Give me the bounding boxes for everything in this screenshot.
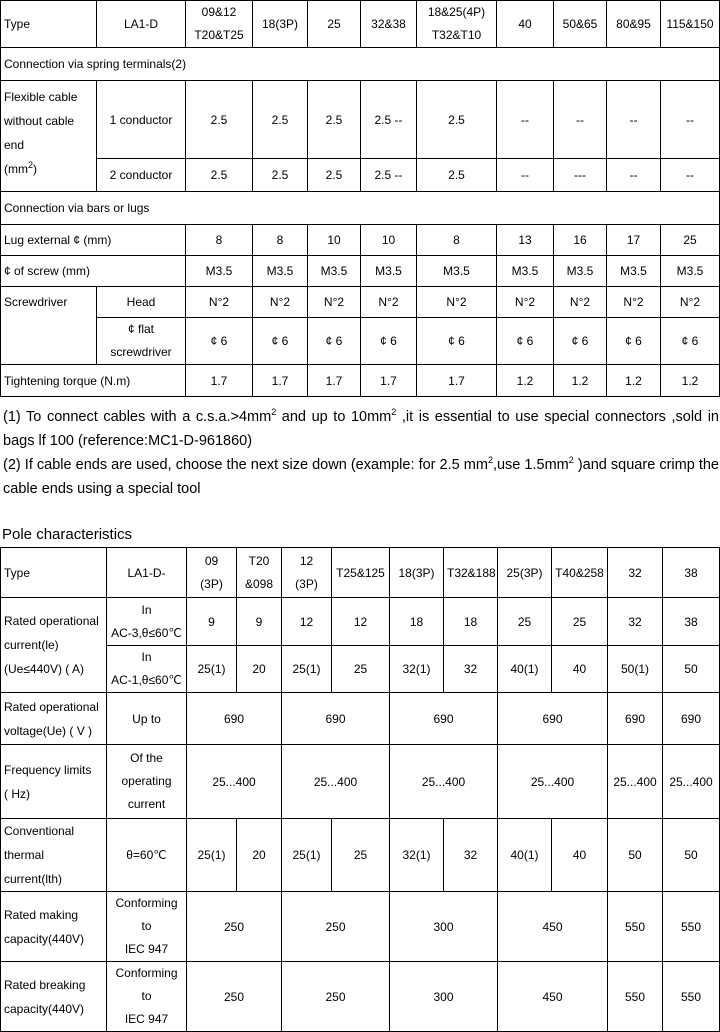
cell: -- (607, 81, 661, 159)
cell: 690 (498, 693, 608, 745)
cell: -- (661, 81, 720, 159)
cell: N°2 (361, 287, 417, 318)
table-row (1, 598, 720, 646)
cell: 25...400 (498, 745, 608, 819)
cell: 1.7 (186, 365, 253, 397)
cell: ¢ 6 (417, 318, 497, 365)
lug-label: Lug external ¢ (mm) (1, 225, 186, 256)
cell: 40 (552, 646, 608, 693)
section-bars: Connection via bars or lugs (1, 192, 720, 225)
col-header: 18(3P) (253, 1, 308, 48)
cell: 38 (663, 598, 720, 646)
cell: 17 (607, 225, 661, 256)
cell: 25(1) (282, 819, 332, 892)
cell: 8 (186, 225, 253, 256)
cell: 250 (187, 892, 282, 962)
cell: 1.2 (497, 365, 554, 397)
cell: 550 (663, 892, 720, 962)
cell: 1.7 (417, 365, 497, 397)
cell: 250 (187, 962, 282, 1032)
cell: 690 (390, 693, 498, 745)
cell: N°2 (497, 287, 554, 318)
ac1-label: In AC-1,θ≤60℃ (107, 646, 187, 693)
model-label: LA1-D- (107, 548, 187, 598)
section-title: Pole characteristics (2, 526, 133, 543)
cell: 690 (282, 693, 390, 745)
cell: 550 (608, 892, 663, 962)
cell: N°2 (186, 287, 253, 318)
cell: 9 (187, 598, 237, 646)
cell: ¢ 6 (186, 318, 253, 365)
col-header: 50&65 (554, 1, 607, 48)
cell: N°2 (661, 287, 720, 318)
cell: 16 (554, 225, 607, 256)
cell: 1.7 (361, 365, 417, 397)
cell: 20 (237, 819, 282, 892)
table-row (1, 365, 720, 397)
cell: 40(1) (498, 646, 552, 693)
cell: ¢ 6 (361, 318, 417, 365)
cell: 25...400 (608, 745, 663, 819)
col-header: T40&258 (552, 548, 608, 598)
cell: 50 (663, 819, 720, 892)
cell: 32 (444, 646, 498, 693)
cell: 1.7 (308, 365, 361, 397)
cell: N°2 (607, 287, 661, 318)
section-spring: Connection via spring terminals(2) (1, 48, 720, 81)
cell: 12 (282, 598, 332, 646)
cell: 40(1) (498, 819, 552, 892)
cell: 25(1) (187, 646, 237, 693)
footnote-1: (1) To connect cables with a $c.s.a.>4mm^2$ and up to $10mm^2$ ,it is essential to use special connectors ,sold in bags lf 100 (reference:MC1-D-961860) (3, 407, 719, 449)
table-row (1, 892, 720, 962)
cell: 450 (498, 892, 608, 962)
cell: 25...400 (187, 745, 282, 819)
cell: ¢ 6 (253, 318, 308, 365)
cell: 50 (663, 646, 720, 693)
table-row (1, 693, 720, 745)
cell: 2.5 (186, 81, 253, 159)
cell: 32(1) (390, 819, 444, 892)
cell: 13 (497, 225, 554, 256)
table-row (1, 646, 720, 693)
cell: M3.5 (661, 256, 720, 287)
cell: 25 (498, 598, 552, 646)
cell: 300 (390, 892, 498, 962)
cell: M3.5 (361, 256, 417, 287)
cell: ¢ 6 (607, 318, 661, 365)
table-row (1, 318, 720, 365)
type-label: Type (1, 1, 97, 48)
pole-table (0, 547, 720, 1032)
col-header: 18&25(4P) T32&T10 (417, 1, 497, 48)
col-header: 18(3P) (390, 548, 444, 598)
cell: M3.5 (308, 256, 361, 287)
voltage-label: Rated operational voltage(Ue) ( V ) (1, 693, 107, 745)
cell: 690 (187, 693, 282, 745)
col-header: 40 (497, 1, 554, 48)
operating-current-label: Of the operating current (107, 745, 187, 819)
frequency-label: Frequency limits ( Hz) (1, 745, 107, 819)
cell: 25...400 (390, 745, 498, 819)
conforming-label: Conforming to IEC 947 (107, 962, 187, 1032)
cell: 32 (608, 598, 663, 646)
table-row (1, 256, 720, 287)
cell: 50 (608, 819, 663, 892)
col-header: 25(3P) (498, 548, 552, 598)
col-header: 25 (308, 1, 361, 48)
cell: 2.5 (253, 81, 308, 159)
cell: N°2 (253, 287, 308, 318)
cell: ¢ 6 (497, 318, 554, 365)
cell: 25...400 (663, 745, 720, 819)
one-conductor-label: 1 conductor (97, 81, 186, 159)
flexible-cable-label: Flexible cable without cable end $(mm^2)$ (1, 81, 97, 192)
cell: 50(1) (608, 646, 663, 693)
cell: 550 (608, 962, 663, 1032)
ac3-label: In AC-3,θ≤60℃ (107, 598, 187, 646)
cell: M3.5 (554, 256, 607, 287)
theta-label: θ=60℃ (107, 819, 187, 892)
table-row (1, 81, 720, 159)
cell: 12 (332, 598, 390, 646)
cell: 2.5 (186, 159, 253, 192)
cell: 25(1) (187, 819, 237, 892)
cell: 250 (282, 892, 390, 962)
cell: N°2 (554, 287, 607, 318)
col-header: 12 (3P) (282, 548, 332, 598)
type-label: Type (1, 548, 107, 598)
cell: 450 (498, 962, 608, 1032)
cell: 1.7 (253, 365, 308, 397)
cell: N°2 (417, 287, 497, 318)
cell: 25...400 (282, 745, 390, 819)
cell: 8 (253, 225, 308, 256)
cell: 32 (444, 819, 498, 892)
flat-screwdriver-label: ¢ flat screwdriver (97, 318, 186, 365)
screw-label: ¢ of screw (mm) (1, 256, 186, 287)
cell: ¢ 6 (661, 318, 720, 365)
cell: -- (607, 159, 661, 192)
making-capacity-label: Rated making capacity(440V) (1, 892, 107, 962)
cell: 250 (282, 962, 390, 1032)
cell: 25(1) (282, 646, 332, 693)
cell: 9 (237, 598, 282, 646)
col-header: T25&125 (332, 548, 390, 598)
cell: 300 (390, 962, 498, 1032)
cell: 25 (552, 598, 608, 646)
cell: -- (554, 81, 607, 159)
cell: 1.2 (607, 365, 661, 397)
cell: 25 (661, 225, 720, 256)
cell: 2.5 (253, 159, 308, 192)
col-header: 32 (608, 548, 663, 598)
cell: N°2 (308, 287, 361, 318)
cell: -- (497, 81, 554, 159)
cell: 18 (390, 598, 444, 646)
col-header: 80&95 (607, 1, 661, 48)
cell: ¢ 6 (308, 318, 361, 365)
cell: 25 (332, 646, 390, 693)
cell: 1.2 (661, 365, 720, 397)
cell: 10 (308, 225, 361, 256)
cell: M3.5 (417, 256, 497, 287)
table-row (1, 159, 720, 192)
model-label: LA1-D (97, 1, 186, 48)
conforming-label: Conforming to IEC 947 (107, 892, 187, 962)
cell: 25 (332, 819, 390, 892)
breaking-capacity-label: Rated breaking capacity(440V) (1, 962, 107, 1032)
cell: 690 (663, 693, 720, 745)
screwdriver-label: Screwdriver (1, 287, 97, 365)
cell: 2.5 (308, 159, 361, 192)
table-row (1, 819, 720, 892)
table-row (1, 962, 720, 1032)
col-header: T20 &098 (237, 548, 282, 598)
cell: 2.5 -- (361, 159, 417, 192)
current-label: Rated operational current(le) (Ue≤440V) ( A) (1, 598, 107, 693)
two-conductor-label: 2 conductor (97, 159, 186, 192)
cell: 2.5 -- (361, 81, 417, 159)
cell: 10 (361, 225, 417, 256)
cell: 40 (552, 819, 608, 892)
header-row (1, 1, 720, 48)
thermal-current-label: Conventional thermal current(lth) (1, 819, 107, 892)
cell: 550 (663, 962, 720, 1032)
cell: 2.5 (308, 81, 361, 159)
cell: 20 (237, 646, 282, 693)
cell: M3.5 (607, 256, 661, 287)
cell: 690 (608, 693, 663, 745)
cell: -- (497, 159, 554, 192)
col-header: T32&188 (444, 548, 498, 598)
cell: 18 (444, 598, 498, 646)
col-header: 09&12 T20&T25 (186, 1, 253, 48)
cell: -- (661, 159, 720, 192)
cell: 8 (417, 225, 497, 256)
up-to-label: Up to (107, 693, 187, 745)
cell: 1.2 (554, 365, 607, 397)
head-label: Head (97, 287, 186, 318)
table-row (1, 225, 720, 256)
cell: M3.5 (186, 256, 253, 287)
header-row (1, 548, 720, 598)
cell: --- (554, 159, 607, 192)
cell: ¢ 6 (554, 318, 607, 365)
col-header: 38 (663, 548, 720, 598)
terminal-table (0, 0, 720, 397)
cell: 2.5 (417, 159, 497, 192)
cell: M3.5 (497, 256, 554, 287)
col-header: 32&38 (361, 1, 417, 48)
cell: 2.5 (417, 81, 497, 159)
table-row (1, 287, 720, 318)
col-header: 09 (3P) (187, 548, 237, 598)
footnote-2: (2) If cable ends are used, choose the next size down (example: for 2.5 $mm^2,use$ $1.5mm^2$ )and square crimp the cable ends using a special tool (3, 455, 719, 497)
cell: M3.5 (253, 256, 308, 287)
col-header: 115&150 (661, 1, 720, 48)
table-row (1, 745, 720, 819)
torque-label: Tightening torque (N.m) (1, 365, 186, 397)
cell: 32(1) (390, 646, 444, 693)
